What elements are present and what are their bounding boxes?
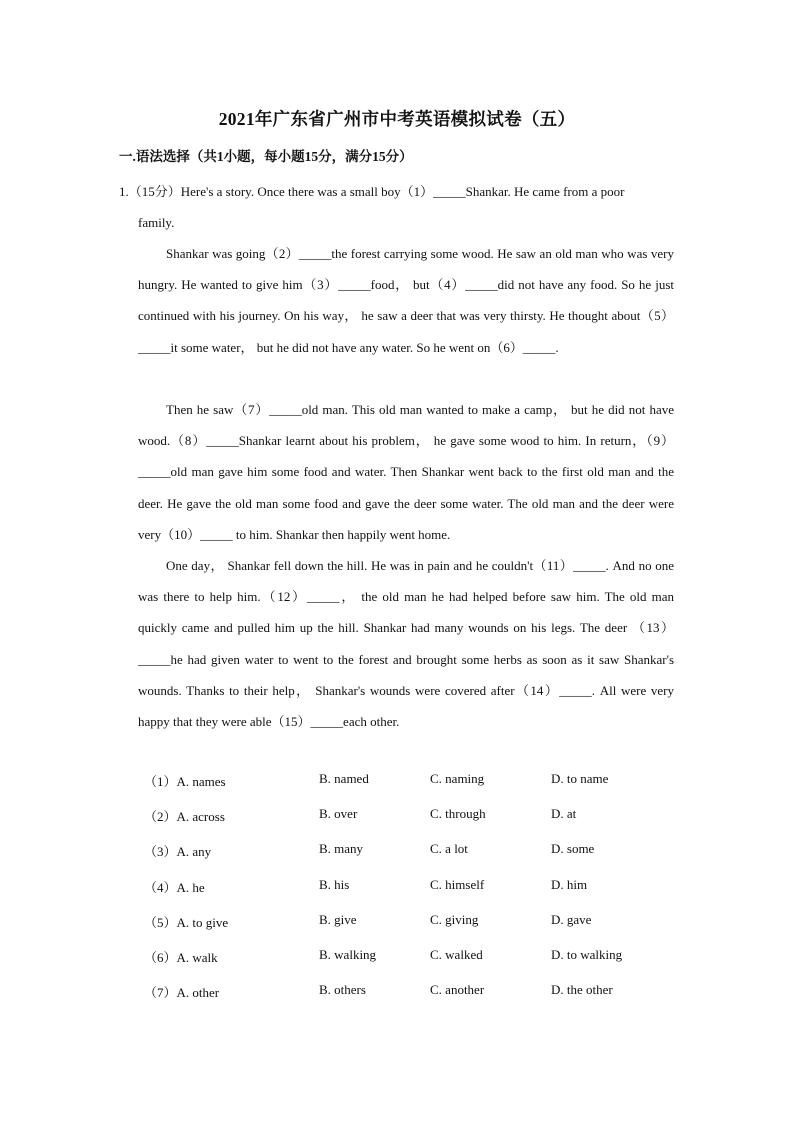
option-row-3 [138, 838, 678, 873]
passage-paragraph-text: One day， Shankar fell down the hill. He was in pain and he couldn't（11）_____. And no one was there to help him.（12）_____， the old man he had helped before saw him. The old man quickly came and pulled him up the hill. Shankar had many wounds on his legs. The deer （13）_____he had given water to went to the forest and brought some herbs as soon as it saw Shankar's wounds. Thanks to their help， Shankar's wounds were covered after（14）_____. All were very happy that they were able（15）_____each other. [138, 558, 674, 730]
passage-paragraph-3 [138, 550, 674, 737]
option-d: D. some [551, 841, 595, 857]
option-b: B. many [319, 841, 364, 857]
option-b: B. his [319, 876, 350, 892]
option-c: C. another [430, 982, 485, 998]
question-stem [119, 176, 675, 238]
option-row-2 [138, 803, 678, 838]
option-b: B. walking [319, 946, 377, 962]
option-row-1 [138, 768, 678, 803]
option-b: B. others [319, 982, 366, 998]
page-title: 2021年广东省广州市中考英语模拟试卷（五） [218, 109, 576, 129]
option-c: C. a lot [430, 841, 468, 857]
option-d: D. gave [551, 911, 592, 927]
option-d: D. the other [551, 982, 613, 998]
option-a: （2）A. across [144, 809, 225, 825]
option-row-5 [138, 909, 678, 944]
passage-paragraph-text: Shankar was going（2）_____the forest carrying some wood. He saw an old man who was very hungry. He wanted to give him（3）_____food， but（4）_____did not have any food. So he just continued with his journey. On his way， he saw a deer that was very thirsty. He thought about（5）_____it some water， but he did not have any water. So he went on（6）_____. [138, 246, 674, 355]
options-list [138, 768, 678, 1014]
option-a: （1）A. names [144, 774, 226, 789]
question-stem-line1: 1.（15分）Here's a story. Once there was a small boy（1）_____Shankar. He came from a poor [119, 184, 625, 199]
passage-paragraph-2 [138, 394, 674, 550]
passage-paragraph-1 [138, 238, 674, 363]
option-row-7 [138, 979, 678, 1014]
option-a: （4）A. he [144, 879, 205, 895]
option-b: B. give [319, 911, 357, 927]
option-c: C. walked [430, 946, 483, 962]
question-stem-line2: family. [138, 215, 175, 231]
option-d: D. to name [551, 771, 609, 786]
option-a: （7）A. other [144, 985, 220, 1001]
option-row-4 [138, 874, 678, 909]
option-c: C. through [430, 806, 486, 822]
option-d: D. him [551, 876, 588, 892]
option-c: C. naming [430, 771, 485, 786]
option-row-6 [138, 944, 678, 979]
option-d: D. at [551, 806, 577, 822]
option-c: C. himself [430, 876, 485, 892]
option-d: D. to walking [551, 946, 623, 962]
section-heading: 一.语法选择（共1小题，每小题15分，满分15分） [119, 149, 413, 164]
option-a: （5）A. to give [144, 914, 229, 930]
passage-paragraph-text: Then he saw（7）_____old man. This old man wanted to make a camp， but he did not have wood.（8）_____Shankar learnt about his problem， he gave some wood to him. In return，（9）_____old man gave him some food and water. Then Shankar went back to the first old man and the deer. He gave the old man some food and gave the deer some water. The old man and the deer were very（10）_____ to him. Shankar then happily went home. [138, 402, 674, 542]
option-b: B. over [319, 806, 358, 822]
option-c: C. giving [430, 911, 479, 927]
option-a: （3）A. any [144, 844, 212, 860]
option-a: （6）A. walk [144, 949, 218, 965]
option-b: B. named [319, 771, 369, 786]
